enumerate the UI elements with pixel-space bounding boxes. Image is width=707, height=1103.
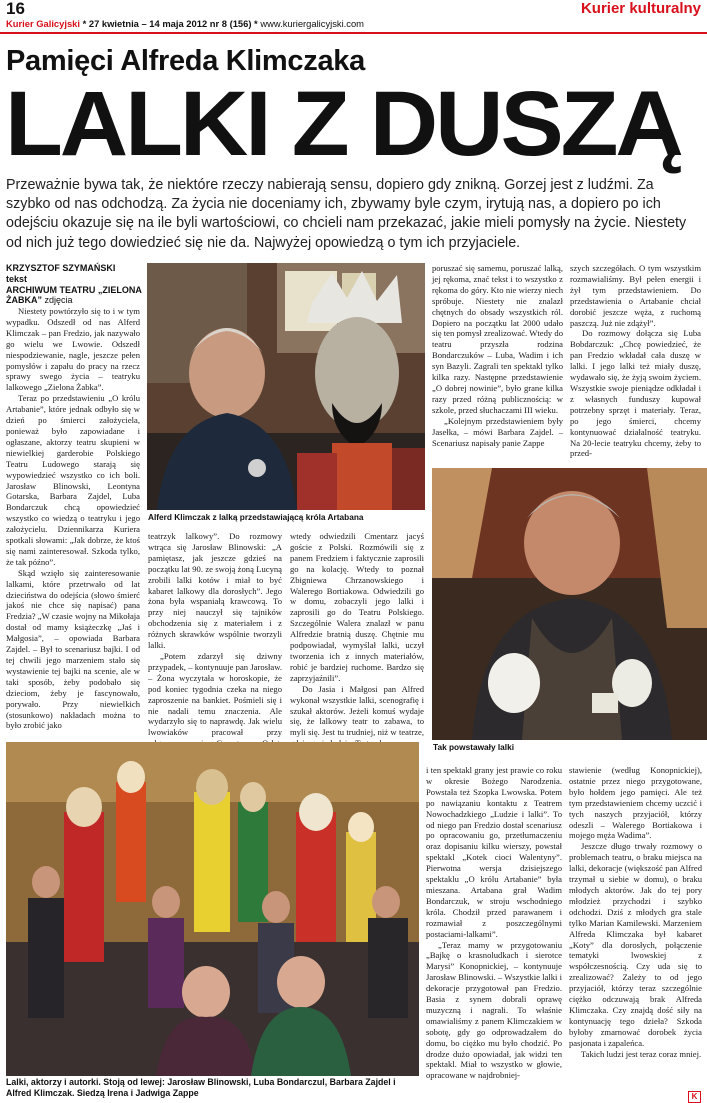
caption-photo-3: Lalki, aktorzy i autorki. Stoją od lewej: Jarosław Blinowski, Luba Bondarczul, Barbara Zajdel i Alfred Klimczak. Siedzą Irena i Jadwiga Zappe [6, 1077, 396, 1098]
paragraph: Teraz po przedstawieniu „O królu Artabanie”, które jednak odbyło się w dzień po śmierci założyciela, ponieważ było zapowiadane i ogłaszane, aktorzy teatru skupieni w niewielkiej garderobie Polskiego Teatru Ludowego starają się wypowiedzieć wszystko co ich boli. Jarosław Blinowski, Leontyna Gotarska, Barbara Zajdel, Luba Bondarczuk chcą opowiedzieć wszystko co wiedzą o teatryku i jego założycielu. Dziennikarza Kuriera spotkali słowami: „Jak dobrze, że ktoś się nami zainteresował. Szkoda tylko, że tak późno”. [6, 393, 140, 567]
website-link[interactable]: www.kuriergalicyjski.com [260, 18, 364, 29]
text-column-2 [148, 531, 282, 739]
paragraph: Jeszcze długo trwały rozmowy o problemach teatru, o braku miejsca na lalki, dekoracje (większość pan Alfred trzymał u siebie w domu), o braku młodych aktorów. Jak do tej pory młodzież przychodzi i szybko odchodzi. Dziś z młodych gra stale tylko Marian Kamilewski. Marzeniem Alfreda Klimczaka był kabaret „Koty” dla dorosłych, połączenie tematyki lwowskiej z współczesnością. Czy uda się to zrealizować? Zależy to od jego przyjaciół, którzy teraz szczególnie ciężko odczuwają brak Alfreda Klimczaka. Czy znajdą dość siły na kontynuację tego dzieła? Szkoda byłoby zmarnować dorobek życia pasjonata i zapaleńca. [569, 841, 702, 1048]
paragraph: i ten spektakl grany jest prawie co roku w okresie Bożego Narodzenia. Powstała też Szopka Lwowska. Potem po nawiązaniu kontaktu z Teatrem Nowochadzkiego „Ludzie i lalki”. To od niego pan Fredzio dostał scenariusz po opracowaniu go, przetłumaczeniu oraz dopisaniu kilku wierszy, powstał spektakl „Kotek cioci Walentyny”. Pierwotna wersja dzisiejszego spektaklu „O królu Artabanie” była mieszana. Artabana grał Wadim Bondarczuk, w stroju wschodniego króla. Chodził przed parawanem i rozmawiał z poszczególnymi postaciami-lalkami”. [426, 765, 562, 939]
photo-puppets-actors-authors [6, 742, 419, 1076]
paragraph: „Kolejnym przedstawieniem były Jasełka, – mówi Barbara Zajdel. – Scenariusz napisały panie Zappe [432, 415, 563, 448]
paragraph: szych szczegółach. O tym wszystkim rozmawialiśmy. Był pełen energii i żył tym przedstawieniem. Do przedstawienia o Artabanie chciał dorobić jeszcze węża, z ruchomą paszczą. Już nie zdążył”. [570, 263, 701, 328]
k-square-icon: K [688, 1091, 701, 1103]
paragraph: „Potem zdarzył się dziwny przypadek, – kontynuuje pan Jarosław. – Żona wyczytała w horoskopie, że pod koniec tygodnia czeka na niego zaproszenie na bankiet. Pośmieli się i nie nadali temu znaczenia. Ale wydarzyło się to naprawdę. Jak wielu lwowiaków pracował przy [148, 650, 282, 738]
photo-making-puppets [432, 468, 707, 740]
section-title: Kurier kulturalny [580, 0, 701, 17]
paragraph: teatrzyk lalkowy”. Do rozmowy wtrąca się Jarosław Blinowski: „A pamiętasz, jak jeszcze gdzieś na początku lat 90. ze swoją żoną Lucyną zrobili lalki kotów i miał to być kabaret lalkowy dla dorosłych”. Jego żona była wspaniałą krawcową. To przy niej nauczył się tajników obchodzenia się z materiałem i z różnych skrawków wspólnie tworzyli lalki. [148, 531, 282, 651]
text-column-4-top [570, 263, 701, 467]
text-column-3 [290, 531, 424, 739]
issue-info: * 27 kwietnia – 14 maja 2012 nr 8 (156) * [80, 18, 261, 29]
article-title: LALKI Z DUSZĄ [5, 73, 681, 175]
text-column-6 [569, 765, 702, 1095]
paragraph: Skąd wzięło się zainteresowanie lalkami, które przetrwało od lat dzieciństwa do odejścia (słowo śmierć jakoś nie chce się napisać) pana Fredzia? „W czasie wojny na Mikołaja dostał od mamy książeczkę „Jaś i Małgosia”, – opowiada Barbara Zajdel. – Był to scenariusz bajki. I od tej chwili jego marzeniem stało się wystawienie tej bajki na scenie, ale w taki sposób, żeby podobało się dzieciom, żeby je fascynowało, porywało. Przy niewielkich (stosunkowo) nakładach można to było zrobić jako [6, 567, 140, 731]
header-rule [0, 32, 707, 34]
paragraph: Takich ludzi jest teraz coraz mniej. [581, 1048, 702, 1059]
masthead-name: Kurier Galicyjski [6, 18, 80, 29]
paragraph: Do Jasia i Małgosi pan Alfred wykonał wszystkie lalki, scenografię i szukał aktorów. Jeżeli komuś wydaje się, że lalkowy teatr to zabawa, to myli się. Jest tu trudniej, niż w teatrze, [290, 683, 424, 738]
caption-photo-2: Tak powstawały lalki [433, 742, 515, 752]
caption-photo-1: Alferd Klimczak z lalką przedstawiającą króla Artabana [148, 512, 364, 522]
paragraph: Do rozmowy dołącza się Luba Bobdarczuk: „Chcę powiedzieć, że pan Fredzio wkładał cała duszę w lalki. I jego lalki też miały duszę, wydawało się, że żyją swoim życiem. Wszystkie swoje pieniądze odkładał i z własnych funduszy kupował potrzebny sprzęt i materiały. Teraz, po jego śmierci, chcemy kontynuować działalność teatryku. Na 20-lecie teatryku chcemy, żeby to przed- [570, 328, 701, 459]
text-column-3-top [432, 263, 563, 467]
paragraph: „Teraz mamy w przygotowaniu „Bajkę o krasnoludkach i sierotce Marysi” Konopnickiej, – kontynuuje Jarosław Blinowski. – Wszystkie lalki i dekoracje przygotował pan Fredzio. Basia z synem dobrali oprawę muzyczną i nagrali. To właśnie omawialiśmy z panem Klimczakiem w sobotę, gdy go odprowadzałem do domu, bo ciężko mu było chodzić. Po drodze dużo opowiadał, jak widzi ten spektakl. Miał to wszystko w głowie, opracowane w najdrobniej- [426, 939, 562, 1081]
issue-line [6, 18, 364, 30]
article-lead: Przeważnie bywa tak, że niektóre rzeczy nabierają sensu, dopiero gdy znikną. Gorzej jest z ludźmi. Za szybko od nas odchodzą. Za życia nie doceniamy ich, zbywamy byle czym, irytują nas, a dopiero po ich odejściu okazuje się na ile byli wartościowi, co chcieli nam przekazać, jakie mieli pomysły na życie. Niestety od nich już tego dowiedzieć się nie da. Najwyżej opowiedzą o tym ich przyjaciele. [6, 177, 687, 251]
byline [6, 263, 144, 306]
byline-author: KRZYSZTOF SZYMAŃSKI [6, 263, 116, 273]
byline-photo-role: zdjęcia [44, 295, 73, 306]
byline-photo: ARCHIWUM TEATRU „ZIELONA ŻABKA” [6, 284, 142, 306]
paragraph: wtedy odwiedzili Cmentarz jacyś goście z Polski. Rozmówili się z panem Fredziem i faktycznie zaprosili go na kolację. Wtedy to poznał Zbigniewa Chrzanowskiego i Walerego Bortiakowa. Odwiedzili go w domu, zobaczyli jego lalki i zaprosili go do Teatru Polskiego. Szczególnie Walera znalazł w panu Alfredzie bratnią duszę. Chętnie mu podpowiadał, wymyślał lalki, uczył tworzenia ich z innych materiałów, robić je bardziej ruchome. Bardzo się zaprzyjaźnili”. [290, 531, 424, 683]
page-number: 16 [6, 0, 25, 18]
paragraph: stawienie (według Konopnickiej), ostatnie przez niego przygotowane, było hołdem jego pamięci. Ale też tym przedstawieniem chcemy uczcić i tych naszych przyjaciół, którzy odeszli – Walerego Bortiakowa i mojego męża Wadima”. [569, 765, 702, 841]
photo-klimczak-with-puppet [147, 263, 425, 510]
paragraph: Niestety powtórzyło się to i w tym wypadku. Odszedł od nas Alferd Klimczak – pan Fredzio, jak nazywało go wielu we Lwowie. Odszedł niespodziewanie, nagle, jeszcze pełen pomysłów i zapału do pracy na rzecz sprawy swego życia – teatryku lalkowego „Zielona Żabka”. [6, 306, 140, 393]
text-column-1 [6, 306, 140, 738]
paragraph: poruszać się samemu, poruszać lalką, jej rękoma, znać tekst i to wszystko z rękoma do góry. Kto nie wierzy niech spróbuje. Niestety nie znalazł chętnych do obsady wszystkich ról. Dopiero na początku lat 2000 udało się ten pomysł zrealizować. Wtedy do teatru przyszła rodzina Bondarczuków – Luba, Wadim i ich syn Bazyli. Zagrali ten spektakl tylko kilka razy. Następne przedstawienie „O dobrej nowinie”, było grane kilka razy przed różną publicznością: w szkole, przed słuchaczami III wieku. [432, 263, 563, 415]
article-kicker: Pamięci Alfreda Klimczaka [6, 45, 365, 77]
byline-author-role: tekst [6, 273, 28, 284]
text-column-5 [426, 765, 562, 1099]
